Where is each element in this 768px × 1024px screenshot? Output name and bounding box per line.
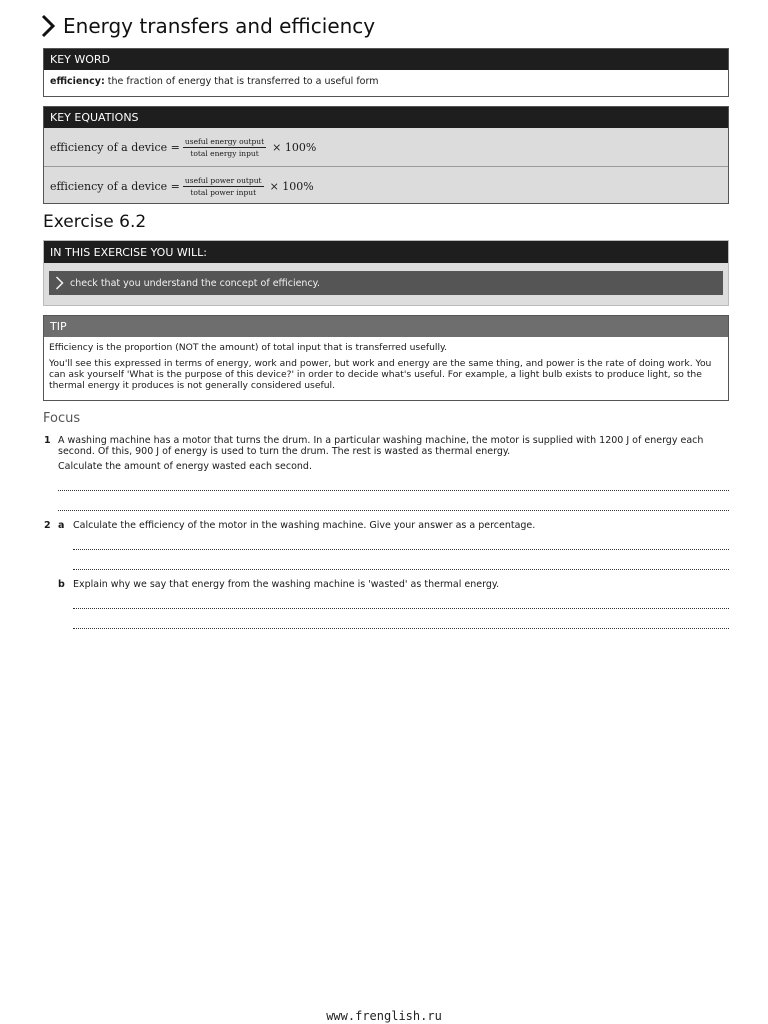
tip-paragraph: You'll see this expressed in terms of energy, work and power, but work and energy are the same thing, and power is the rate of doing work. You can ask yourself 'What is the purpose of this device?' in order to decide what's useful. For example, a light bulb exists to produce light, so the thermal energy it produces is not generally considered useful. xyxy=(49,358,712,391)
key-equations-box xyxy=(43,106,729,204)
fraction-numerator: useful energy output xyxy=(184,136,265,146)
question-part-label: a xyxy=(58,520,65,531)
fraction-denominator: total power input xyxy=(190,187,257,197)
equation-lhs: efficiency of a device = xyxy=(50,140,180,154)
question-part-label: b xyxy=(58,579,65,590)
question-part-text: Explain why we say that energy from the washing machine is 'wasted' as thermal energy. xyxy=(73,579,500,590)
equation-multiplier: × 100% xyxy=(272,140,317,154)
equation-lhs: efficiency of a device = xyxy=(50,179,180,193)
question-number: 2 xyxy=(44,520,51,531)
tip-paragraph: Efficiency is the proportion (NOT the amount) of total input that is transferred usefully. xyxy=(49,342,448,353)
chevron-right-icon xyxy=(40,14,56,38)
question-text: A washing machine has a motor that turns the drum. In a particular washing machine, the motor is supplied with 1200 J of energy each second. Of this, 900 J of energy is used to turn the drum. The rest is wasted as thermal energy. xyxy=(58,435,704,457)
tip-body xyxy=(44,337,728,396)
answer-line[interactable] xyxy=(73,628,729,629)
equation-energy xyxy=(44,128,728,166)
key-word-box xyxy=(43,48,729,97)
key-word-term: efficiency: xyxy=(50,76,105,87)
tip-heading: TIP xyxy=(44,316,728,337)
focus-heading: Focus xyxy=(43,411,81,426)
chevron-right-icon xyxy=(55,276,64,290)
answer-line[interactable] xyxy=(73,549,729,550)
chapter-title xyxy=(40,10,375,42)
in-this-exercise-heading: IN THIS EXERCISE YOU WILL: xyxy=(44,241,728,263)
equation-fraction xyxy=(183,176,264,197)
question-part-text: Calculate the efficiency of the motor in the washing machine. Give your answer as a percentage. xyxy=(73,520,536,531)
answer-line[interactable] xyxy=(58,510,729,511)
key-equations-heading: KEY EQUATIONS xyxy=(44,107,728,128)
equation-power xyxy=(44,167,728,205)
key-word-body xyxy=(44,70,728,93)
answer-line[interactable] xyxy=(73,569,729,570)
exercise-objective xyxy=(49,271,723,295)
tip-box xyxy=(43,315,729,401)
objective-text: check that you understand the concept of efficiency. xyxy=(70,277,320,289)
chapter-heading: Energy transfers and efficiency xyxy=(63,14,376,38)
equation-multiplier: × 100% xyxy=(269,179,314,193)
equation-fraction xyxy=(183,137,266,158)
key-word-heading: KEY WORD xyxy=(44,49,728,70)
question-number: 1 xyxy=(44,435,51,446)
fraction-denominator: total energy input xyxy=(190,148,259,158)
in-this-exercise-box xyxy=(43,240,729,306)
answer-line[interactable] xyxy=(58,490,729,491)
question-instruction: Calculate the amount of energy wasted each second. xyxy=(58,461,312,472)
fraction-numerator: useful power output xyxy=(184,175,262,185)
footer-url: www.frenglish.ru xyxy=(326,1009,442,1023)
key-word-definition: the fraction of energy that is transferred to a useful form xyxy=(107,76,379,87)
exercise-title: Exercise 6.2 xyxy=(43,212,147,232)
answer-line[interactable] xyxy=(73,608,729,609)
